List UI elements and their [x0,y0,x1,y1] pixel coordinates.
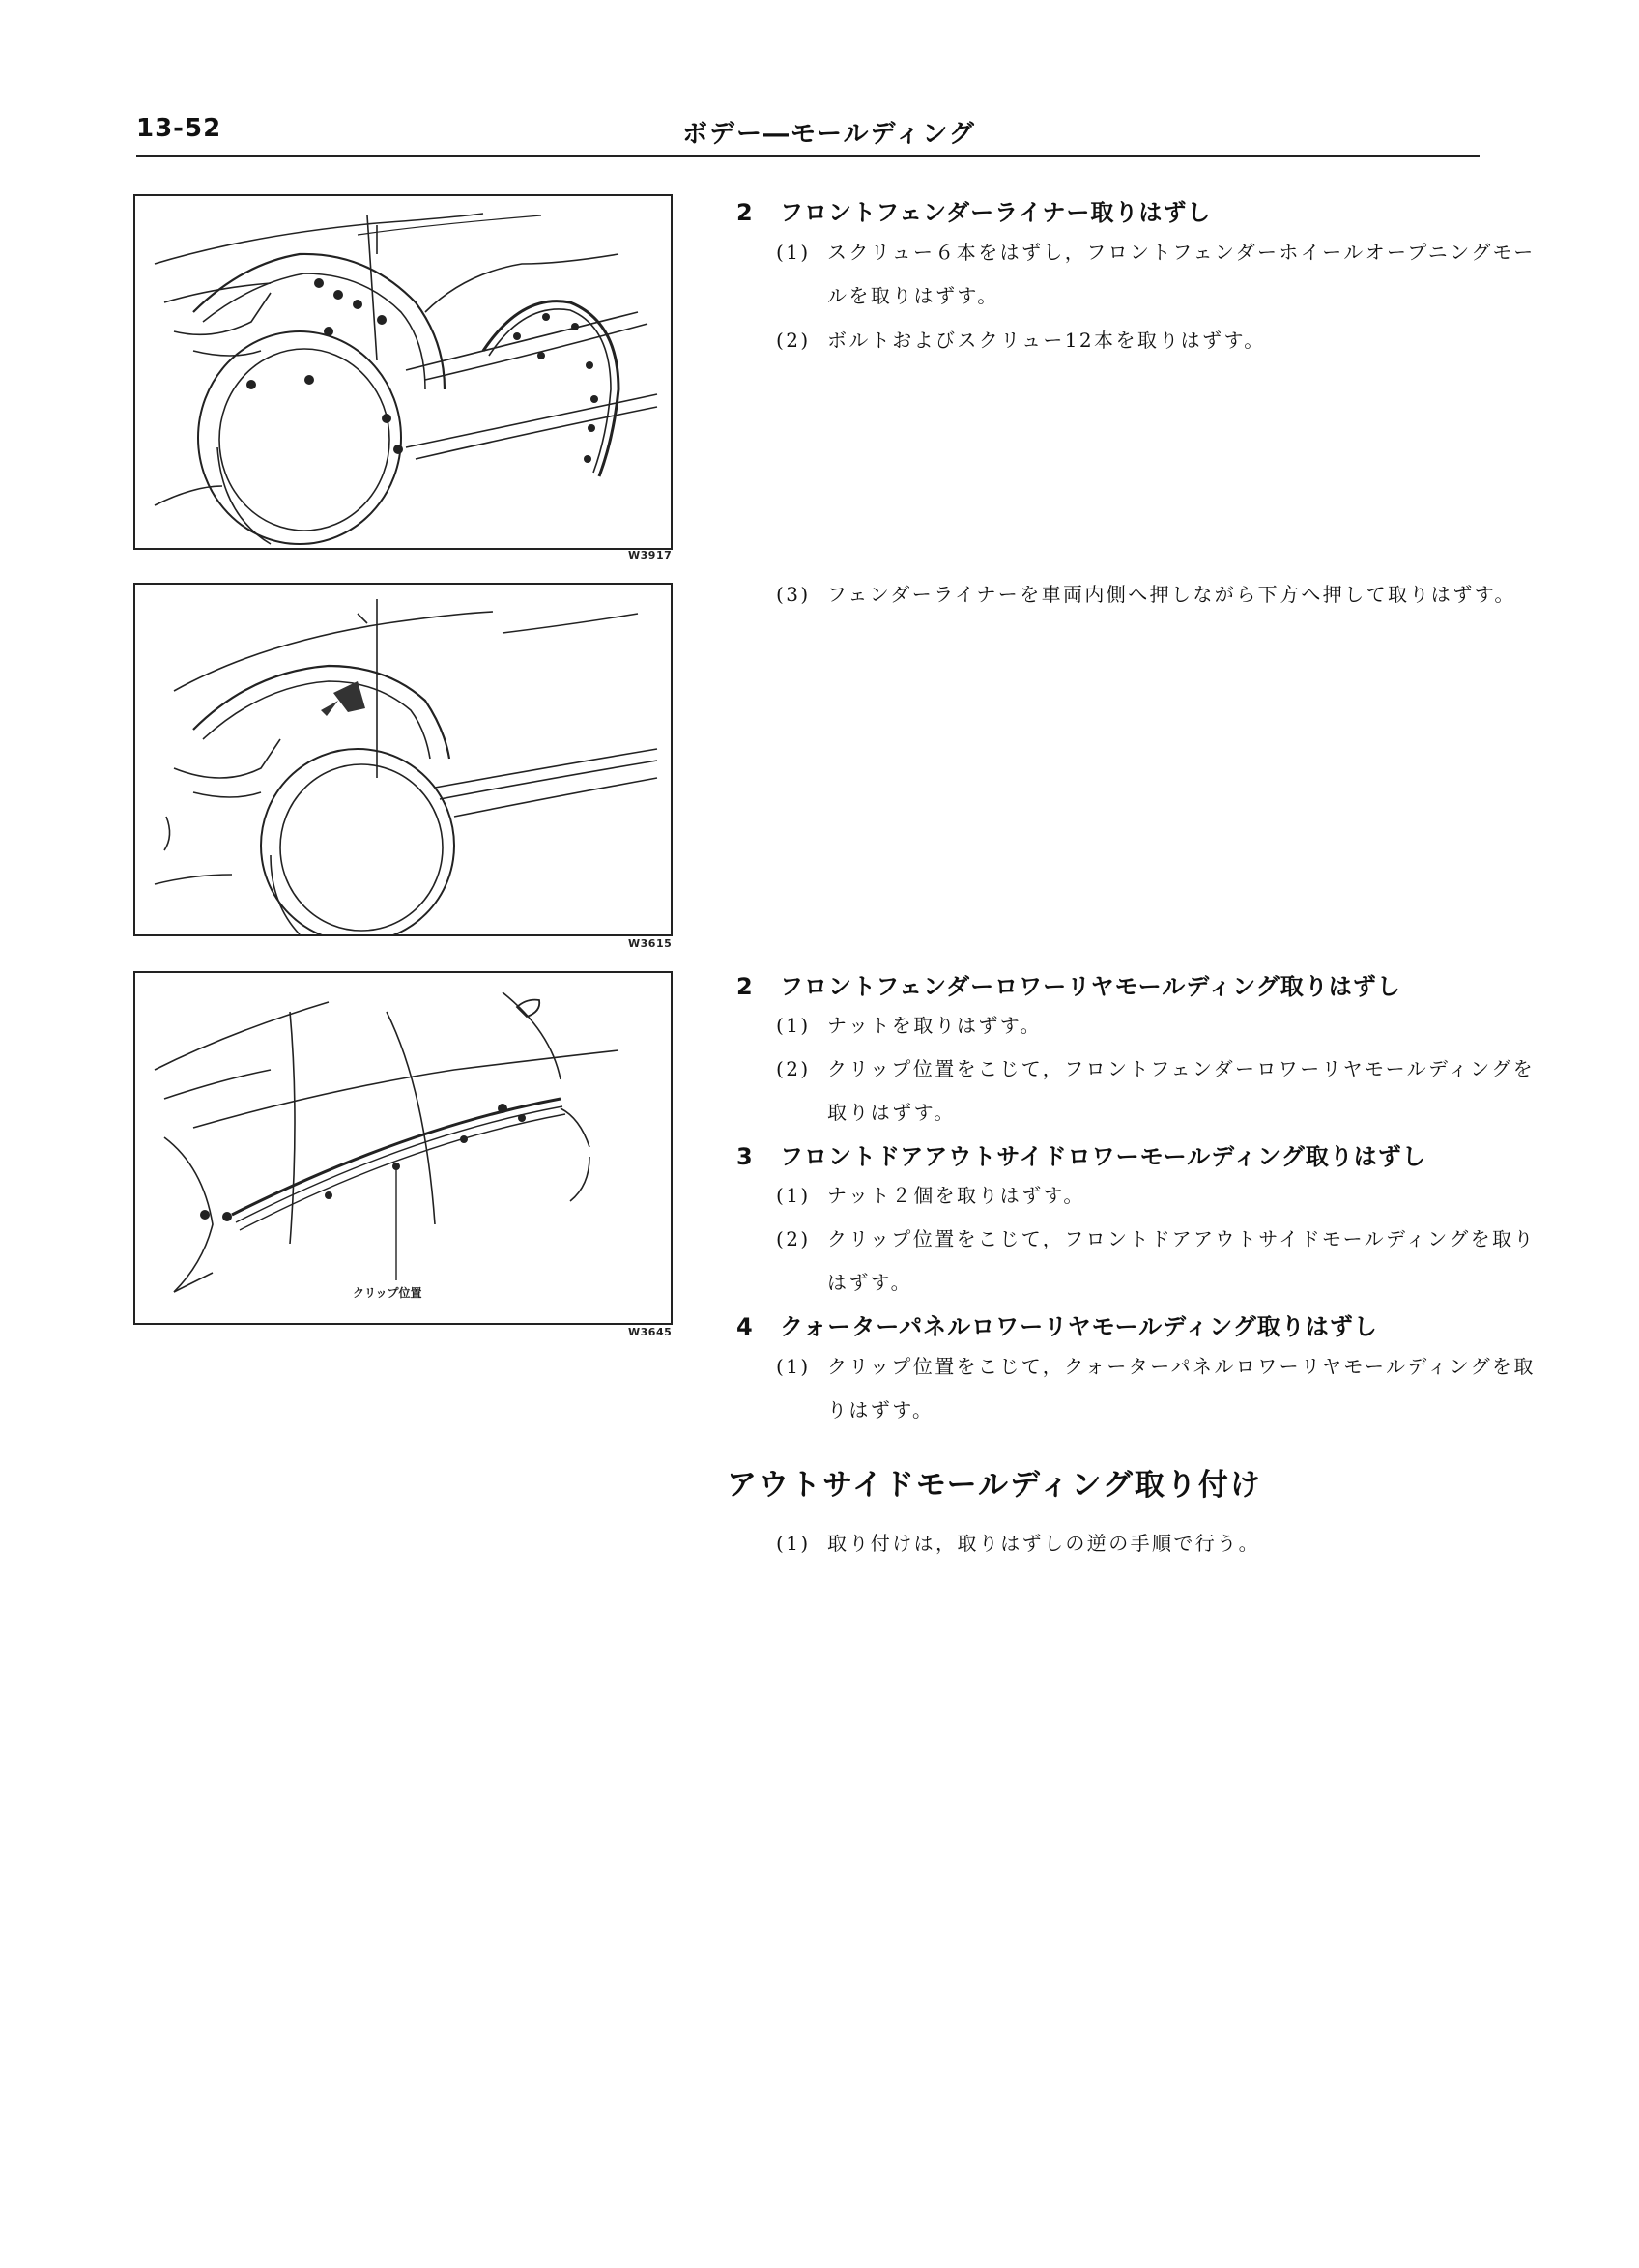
step-number: 2 [736,199,754,226]
list-item [776,573,1539,617]
figure-fender-liner-screws [133,194,673,550]
step-number: 2 [736,973,754,1000]
step-title: フロントフェンダーライナー取りはずし [780,199,1212,226]
header-rule [136,155,1480,157]
list-item [776,1174,1539,1218]
step-door-molding [736,1137,1426,1171]
clip-position-callout: クリップ位置 [353,1286,422,1300]
item-marker: (3) [776,583,811,606]
list-item [776,231,1539,318]
step-number: 4 [736,1313,754,1340]
item-text: スクリュー６本をはずし，フロントフェンダーホイールオープニングモールを取りはずす。 [827,241,1536,307]
list-item [776,1218,1539,1305]
step-title: クォーターパネルロワーリヤモールディング取りはずし [780,1313,1378,1340]
page-number: 13-52 [136,114,222,143]
item-marker: (1) [776,241,811,264]
figure-code-2: W3615 [628,937,673,950]
item-text: ボルトおよびスクリュー12本を取りはずす。 [827,329,1266,352]
step-title: フロントフェンダーロワーリヤモールディング取りはずし [780,973,1401,1000]
item-text: ナット２個を取りはずす。 [827,1184,1085,1207]
item-text: ナットを取りはずす。 [827,1014,1042,1037]
list-item [776,1048,1539,1134]
running-title: ボデー―モールディング [682,120,976,149]
section-heading-installation: アウトサイドモールディング取り付け [727,1468,1262,1503]
step-number: 3 [736,1143,754,1170]
step-title: フロントドアアウトサイドロワーモールディング取りはずし [780,1143,1426,1170]
step-lower-rear-molding [736,967,1401,1001]
illustration-fender-liner-removal [135,585,671,934]
figure-fender-liner-removal [133,583,673,936]
figure-code-1: W3917 [628,549,673,561]
item-text: 取り付けは，取りはずしの逆の手順で行う。 [827,1532,1260,1555]
list-item [776,1004,1539,1048]
item-text: クリップ位置をこじて，クォーターパネルロワーリヤモールディングを取りはずす。 [827,1355,1536,1421]
item-marker: (1) [776,1355,811,1378]
illustration-fender-liner-screws [135,196,671,548]
figure-lower-moldings [133,971,673,1325]
item-text: クリップ位置をこじて，フロントフェンダーロワーリヤモールディングを取りはずす。 [827,1057,1535,1124]
item-marker: (1) [776,1014,811,1037]
illustration-lower-moldings [135,973,671,1323]
item-marker: (2) [776,329,811,352]
item-marker: (2) [776,1227,811,1250]
item-text: フェンダーライナーを車両内側へ押しながら下方へ押して取りはずす。 [827,583,1516,606]
list-item [776,1345,1539,1432]
item-marker: (1) [776,1184,811,1207]
list-item [776,1522,1539,1565]
item-marker: (2) [776,1057,811,1080]
list-item [776,319,1539,362]
step-fender-liner-removal [736,193,1211,227]
figure-code-3: W3645 [628,1326,673,1338]
item-marker: (1) [776,1532,811,1555]
step-quarter-molding [736,1307,1378,1341]
item-text: クリップ位置をこじて，フロントドアアウトサイドモールディングを取りはずす。 [827,1227,1536,1294]
